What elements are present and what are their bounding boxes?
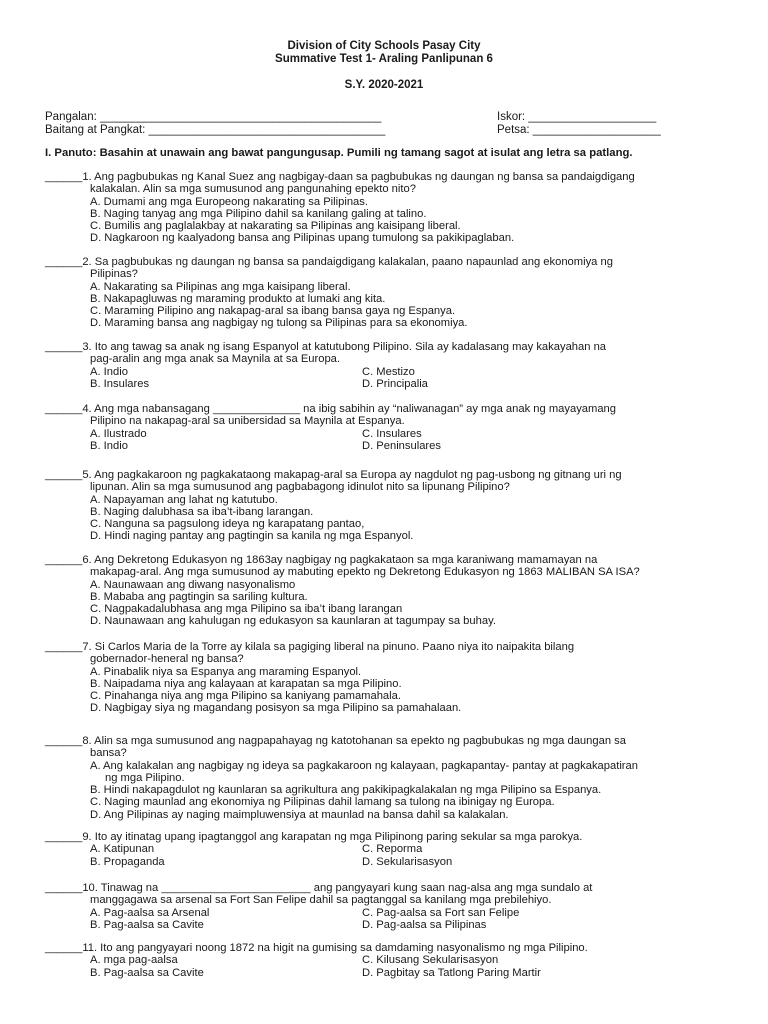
option-c: C. Naging maunlad ang ekonomiya ng Pilipinas dahil lamang sa tulong na ibinigay ng Europa. <box>90 796 555 809</box>
option-b: B. Indio <box>90 439 128 452</box>
option-b: B. Naipadama niya ang kalayaan at karapatan sa mga Pilipino. <box>90 677 402 690</box>
option-d: D. Ang Pilipinas ay naging maimpluwensiya at maunlad na bansa dahil sa kalakalan. <box>90 808 509 821</box>
question-stem-cont: lipunan. Alin sa mga sumusunod ang pagbabagong idinulot nito sa lipunang Pilipino? <box>90 481 510 494</box>
question-stem-cont: kalakalan. Alin sa mga sumusunod ang pangunahing epekto nito? <box>90 183 416 196</box>
option-a: A. Nakarating sa Pilipinas ang mga kaisipang liberal. <box>90 280 351 293</box>
question-stem: ______2. Sa pagbubukas ng daungan ng bansa sa pandaigdigang kalakalan, paano napaunlad ang ekonomiya ng <box>45 256 613 268</box>
option-d: D. Maraming bansa ang nagbigay ng tulong sa Pilipinas para sa ekonomiya. <box>90 317 468 330</box>
option-b: B. Pag-aalsa sa Cavite <box>90 966 204 979</box>
option-c: C. Mestizo <box>362 365 415 378</box>
question-6 <box>45 554 745 628</box>
option-d: D. Pag-aalsa sa Pilipinas <box>362 918 487 931</box>
option-a: A. Indio <box>90 365 128 378</box>
option-b: B. Propaganda <box>90 855 165 868</box>
option-d: D. Principalia <box>362 377 428 390</box>
option-c: C. Reporma <box>362 843 423 856</box>
option-b: B. Nakapagluwas ng maraming produkto at lumaki ang kita. <box>90 292 386 305</box>
option-d: D. Pagbitay sa Tatlong Paring Martir <box>362 966 541 979</box>
question-stem: ______9. Ito ay itinatag upang ipagtanggol ang karapatan ng mga Pilipinong paring sekular sa mga parokya. <box>45 831 583 843</box>
option-c: C. Bumilis ang paglalakbay at nakarating sa Pilipinas ang kaisipang liberal. <box>90 220 461 233</box>
option-b: B. Insulares <box>90 377 150 390</box>
question-10 <box>45 882 745 931</box>
option-a: A. Katipunan <box>90 843 155 856</box>
date-field: Petsa: ____________________ <box>497 124 661 136</box>
option-a: A. Pag-aalsa sa Arsenal <box>90 906 210 919</box>
option-c: C. Maraming Pilipino ang nakapag-aral sa ibang bansa gaya ng Espanya. <box>90 305 456 318</box>
question-stem-cont: pag-aralin ang mga anak sa Maynila at sa Europa. <box>90 353 341 366</box>
question-5 <box>45 469 745 543</box>
option-a: A. Napayaman ang lahat ng katutubo. <box>90 493 278 506</box>
question-stem-cont: makapag-aral. Ang mga sumusunod ay mabuting epekto ng Dekretong Edukasyon ng 1863 MALIBAN SA ISA? <box>90 566 640 579</box>
question-stem: ______5. Ang pagkakaroon ng pagkakataong makapag-aral sa Europa ay nagdulot ng pag-usbong ng gitnang uri ng <box>45 469 622 481</box>
option-d: D. Peninsulares <box>362 439 441 452</box>
school-year: S.Y. 2020-2021 <box>344 79 424 91</box>
option-c: C. Pag-aalsa sa Fort san Felipe <box>362 906 520 919</box>
grade-section-field: Baitang at Pangkat: _____________________________________ <box>45 124 386 136</box>
question-stem: ______3. Ito ang tawag sa anak ng isang Espanyol at katutubong Pilipino. Sila ay kadalasang may kakayahan na <box>45 341 607 353</box>
option-a: A. Naunawaan ang diwang nasyonalismo <box>90 578 296 591</box>
question-stem-cont: Pilipino na nakapag-aral sa unibersidad sa Maynila at Espanya. <box>90 415 405 428</box>
option-b: B. Pag-aalsa sa Cavite <box>90 918 204 931</box>
question-7 <box>45 641 745 715</box>
instructions: I. Panuto: Basahin at unawain ang bawat pangungusap. Pumili ng tamang sagot at isulat ang letra sa patlang. <box>45 147 633 159</box>
question-stem-cont: manggagawa sa arsenal sa Fort San Felipe dahil sa pagtanggal sa kanilang mga prebilehiyo. <box>90 894 552 907</box>
option-c: C. Pinahanga niya ang mga Pilipino sa kaniyang pamamahala. <box>90 690 401 703</box>
option-a: A. Ang kalakalan ang nagbigay ng ideya sa pagkakaroon ng kalayaan, pagkapantay- pantay at pagkakapatiran <box>90 759 638 772</box>
option-a: A. Pinabalik niya sa Espanya ang maraming Espanyol. <box>90 665 362 678</box>
option-d: D. Hindi naging pantay ang pagtingin sa kanila ng mga Espanyol. <box>90 530 414 543</box>
question-3 <box>45 341 745 390</box>
question-8 <box>45 735 745 821</box>
question-4 <box>45 403 745 452</box>
question-11 <box>45 942 745 979</box>
question-stem-cont: bansa? <box>90 747 127 760</box>
question-9 <box>45 831 745 868</box>
option-b: B. Hindi nakapagdulot ng kaunlaran sa agrikultura ang pakikipagkalakalan ng mga Pilipino sa Espanya. <box>90 784 602 797</box>
question-stem: ______4. Ang mga nabansagang ______________ na ibig sabihin ay “naliwanagan” ay mga anak ng mayayamang <box>45 403 616 415</box>
question-stem-cont: gobernador-heneral ng bansa? <box>90 653 244 666</box>
question-stem: ______11. Ito ang pangyayari noong 1872 na higit na gumising sa damdaming nasyonalismo ng mga Pilipino. <box>45 942 588 954</box>
option-a-cont: ng mga Pilipino. <box>105 771 185 784</box>
school-division-title: Division of City Schools Pasay City <box>287 40 481 52</box>
option-d: D. Naunawaan ang kahulugan ng edukasyon sa kaunlaran at tagumpay sa buhay. <box>90 615 496 628</box>
option-a: A. mga pag-aalsa <box>90 954 178 967</box>
question-2 <box>45 256 745 330</box>
option-c: C. Nanguna sa pagsulong ideya ng karapatang pantao, <box>90 518 365 531</box>
question-stem: ______10. Tinawag na ________________________ ang pangyayari kung saan nag-alsa ang mga sundalo at <box>45 882 593 894</box>
question-1 <box>45 171 745 245</box>
name-field: Pangalan: ____________________________________________ <box>45 111 382 123</box>
question-stem: ______6. Ang Dekretong Edukasyon ng 1863ay nagbigay ng pagkakataon sa mga karaniwang mamamayan na <box>45 554 598 566</box>
option-a: A. Dumami ang mga Europeong nakarating sa Pilipinas. <box>90 195 368 208</box>
option-d: D. Nagbigay siya ng magandang posisyon sa mga Pilipino sa pamahalaan. <box>90 702 462 715</box>
question-stem: ______8. Alin sa mga sumusunod ang nagpapahayag ng katotohanan sa epekto ng pagbubukas ng mga daungan sa <box>45 735 626 747</box>
option-d: D. Nagkaroon ng kaalyadong bansa ang Pilipinas upang tumulong sa pakikipaglaban. <box>90 232 515 245</box>
question-stem-cont: Pilipinas? <box>90 268 138 281</box>
option-d: D. Sekularisasyon <box>362 855 453 868</box>
test-title: Summative Test 1- Araling Panlipunan 6 <box>275 53 493 65</box>
option-b: B. Mababa ang pagtingin sa sariling kultura. <box>90 590 308 603</box>
option-b: B. Naging tanyag ang mga Pilipino dahil sa kanilang galing at talino. <box>90 207 427 220</box>
option-c: C. Nagpakadalubhasa ang mga Pilipino sa iba’t ibang larangan <box>90 603 403 616</box>
option-c: C. Insulares <box>362 427 422 440</box>
option-c: C. Kilusang Sekularisasyon <box>362 954 499 967</box>
option-a: A. Ilustrado <box>90 427 147 440</box>
option-b: B. Naging dalubhasa sa iba’t-ibang larangan. <box>90 505 314 518</box>
score-field: Iskor: ____________________ <box>497 111 657 123</box>
question-stem: ______7. Si Carlos Maria de la Torre ay kilala sa pagiging liberal na pinuno. Paano niya ito naipakita bilang <box>45 641 575 653</box>
question-stem: ______1. Ang pagbubukas ng Kanal Suez ang nagbigay-daan sa pagbubukas ng daungan ng bansa sa pandaigdigang <box>45 171 635 183</box>
